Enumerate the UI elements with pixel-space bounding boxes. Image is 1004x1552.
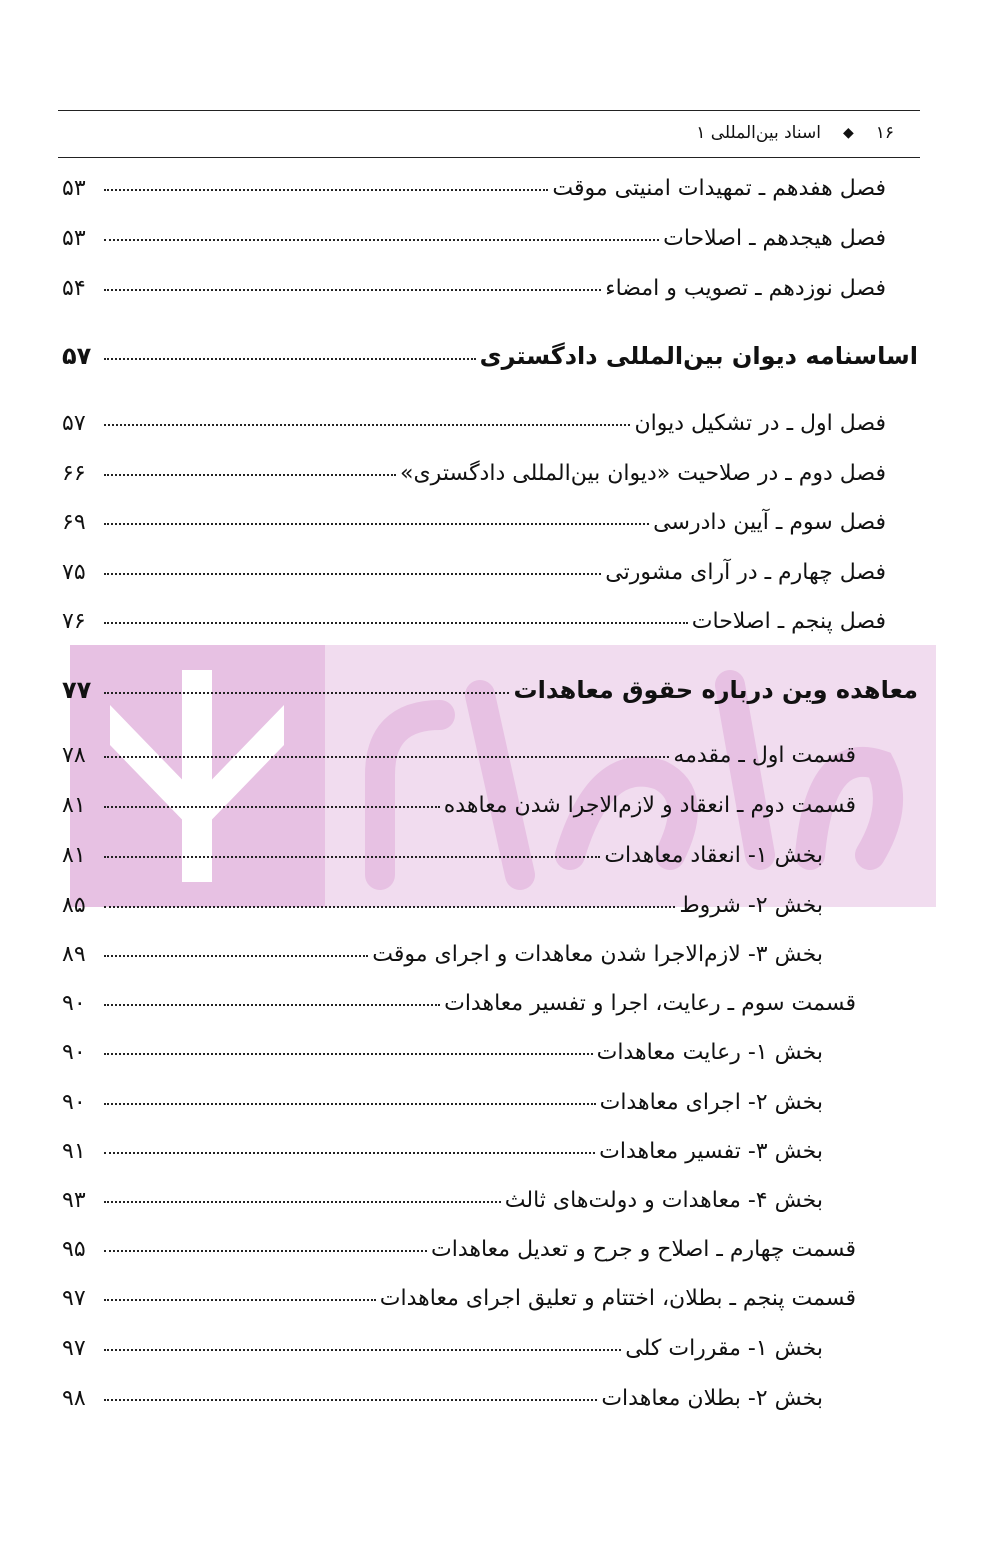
toc-entry (62, 1386, 823, 1420)
book-title: اسناد بین‌المللی ۱ (696, 123, 821, 143)
toc-entry (62, 843, 823, 877)
toc-entry-title: قسمت سوم ـ رعایت، اجرا و تفسیر معاهدات (444, 991, 856, 1016)
dot-leader (104, 1201, 501, 1203)
toc-entry-page: ۵۷ (62, 411, 86, 436)
toc-entry-page: ۹۰ (62, 991, 86, 1016)
toc-section-heading (62, 676, 918, 710)
toc-entry (62, 1040, 823, 1074)
dot-leader (104, 358, 476, 360)
dot-leader (104, 955, 368, 957)
toc-entry-title: بخش ۱- رعایت معاهدات (596, 1040, 823, 1065)
toc-entry-title: بخش ۱- مقررات کلی (625, 1336, 823, 1361)
toc-entry-title: فصل اول ـ در تشکیل دیوان (634, 411, 886, 436)
toc-entry-page: ۷۷ (62, 676, 92, 704)
toc-entry-page: ۹۱ (62, 1139, 86, 1164)
toc-entry (62, 560, 886, 594)
toc-entry-title: بخش ۴- معاهدات و دولت‌های ثالث (504, 1188, 823, 1213)
toc-entry-page: ۸۵ (62, 893, 86, 918)
toc-entry-page: ۷۸ (62, 743, 86, 768)
toc-entry (62, 411, 886, 445)
toc-entry (62, 1237, 856, 1271)
dot-leader (104, 1152, 595, 1154)
toc-entry-title: بخش ۳- لازم‌الاجرا شدن معاهدات و اجرای موقت (372, 942, 823, 967)
toc-entry-title: بخش ۲- بطلان معاهدات (601, 1386, 823, 1411)
dot-leader (104, 622, 688, 624)
toc-entry-title: فصل پنجم ـ اصلاحات (691, 609, 886, 634)
toc-entry-page: ۵۳ (62, 176, 86, 201)
toc-entry-title: بخش ۳- تفسیر معاهدات (599, 1139, 823, 1164)
running-header (58, 118, 900, 148)
dot-leader (104, 189, 548, 191)
toc-entry-page: ۹۷ (62, 1336, 86, 1361)
toc-entry (62, 1188, 823, 1222)
dot-leader (104, 692, 509, 694)
toc-entry-title: فصل چهارم ـ در آرای مشورتی (605, 560, 886, 585)
toc-entry-page: ۸۱ (62, 793, 86, 818)
toc-entry (62, 226, 886, 260)
dot-leader (104, 474, 396, 476)
toc-entry-title: فصل سوم ـ آیین دادرسی (653, 510, 886, 535)
toc-entry (62, 510, 886, 544)
toc-entry-title: قسمت اول ـ مقدمه (673, 743, 856, 768)
toc-entry-page: ۵۷ (62, 342, 92, 370)
dot-leader (104, 856, 600, 858)
header-top-rule (58, 110, 920, 111)
toc-entry-page: ۹۷ (62, 1286, 86, 1311)
dot-leader (104, 239, 659, 241)
toc-entry-title: فصل دوم ـ در صلاحیت «دیوان بین‌المللی دادگستری» (400, 461, 886, 486)
toc-entry-title: فصل هیجدهم ـ اصلاحات (663, 226, 886, 251)
toc-entry (62, 1286, 856, 1320)
toc-entry-title: اساسنامه دیوان بین‌المللی دادگستری (479, 342, 918, 370)
toc-entry-title: قسمت چهارم ـ اصلاح و جرح و تعدیل معاهدات (431, 1237, 856, 1262)
dot-leader (104, 523, 649, 525)
toc-entry-page: ۶۹ (62, 510, 86, 535)
dot-leader (104, 806, 440, 808)
dot-leader (104, 573, 601, 575)
toc-entry (62, 461, 886, 495)
toc-entry (62, 609, 886, 643)
dot-leader (104, 1004, 440, 1006)
toc-entry-title: بخش ۲- شروط (679, 893, 823, 918)
toc-entry-page: ۵۴ (62, 276, 86, 301)
toc-entry (62, 1090, 823, 1124)
dot-leader (104, 1299, 376, 1301)
toc-entry-page: ۹۸ (62, 1386, 86, 1411)
diamond-separator-icon: ◆ (842, 125, 854, 141)
dot-leader (104, 1053, 593, 1055)
dot-leader (104, 289, 601, 291)
toc-entry (62, 743, 856, 777)
toc-entry (62, 1139, 823, 1173)
toc-entry (62, 893, 823, 927)
dot-leader (104, 1103, 596, 1105)
dot-leader (104, 906, 675, 908)
page-number: ۱۶ (875, 123, 894, 143)
toc-entry-title: قسمت پنجم ـ بطلان، اختتام و تعلیق اجرای معاهدات (379, 1286, 856, 1311)
header-bottom-rule (58, 157, 920, 158)
toc-entry-page: ۹۰ (62, 1040, 86, 1065)
dot-leader (104, 1349, 621, 1351)
toc-entry-page: ۵۳ (62, 226, 86, 251)
toc-section-heading (62, 342, 918, 376)
toc-entry-page: ۸۹ (62, 942, 86, 967)
dot-leader (104, 424, 630, 426)
toc-entry-page: ۶۶ (62, 461, 86, 486)
toc-entry (62, 942, 823, 976)
toc-entry (62, 793, 856, 827)
toc-entry-page: ۹۳ (62, 1188, 86, 1213)
toc-entry-page: ۷۶ (62, 609, 86, 634)
toc-entry-title: معاهده وین درباره حقوق معاهدات (513, 676, 918, 704)
toc-entry (62, 176, 886, 210)
toc-entry-page: ۹۵ (62, 1237, 86, 1262)
toc-entry-title: فصل هفدهم ـ تمهیدات امنیتی موقت (552, 176, 886, 201)
toc-entry (62, 991, 856, 1025)
toc-entry-page: ۷۵ (62, 560, 86, 585)
dot-leader (104, 756, 669, 758)
toc-entry-title: بخش ۱- انعقاد معاهدات (604, 843, 823, 868)
toc-entry (62, 276, 886, 310)
dot-leader (104, 1399, 597, 1401)
toc-entry-page: ۹۰ (62, 1090, 86, 1115)
toc-entry-title: فصل نوزدهم ـ تصویب و امضاء (605, 276, 886, 301)
toc-entry-title: قسمت دوم ـ انعقاد و لازم‌الاجرا شدن معاهده (443, 793, 856, 818)
toc-entry-title: بخش ۲- اجرای معاهدات (599, 1090, 823, 1115)
toc-entry (62, 1336, 823, 1370)
dot-leader (104, 1250, 427, 1252)
toc-entry-page: ۸۱ (62, 843, 86, 868)
